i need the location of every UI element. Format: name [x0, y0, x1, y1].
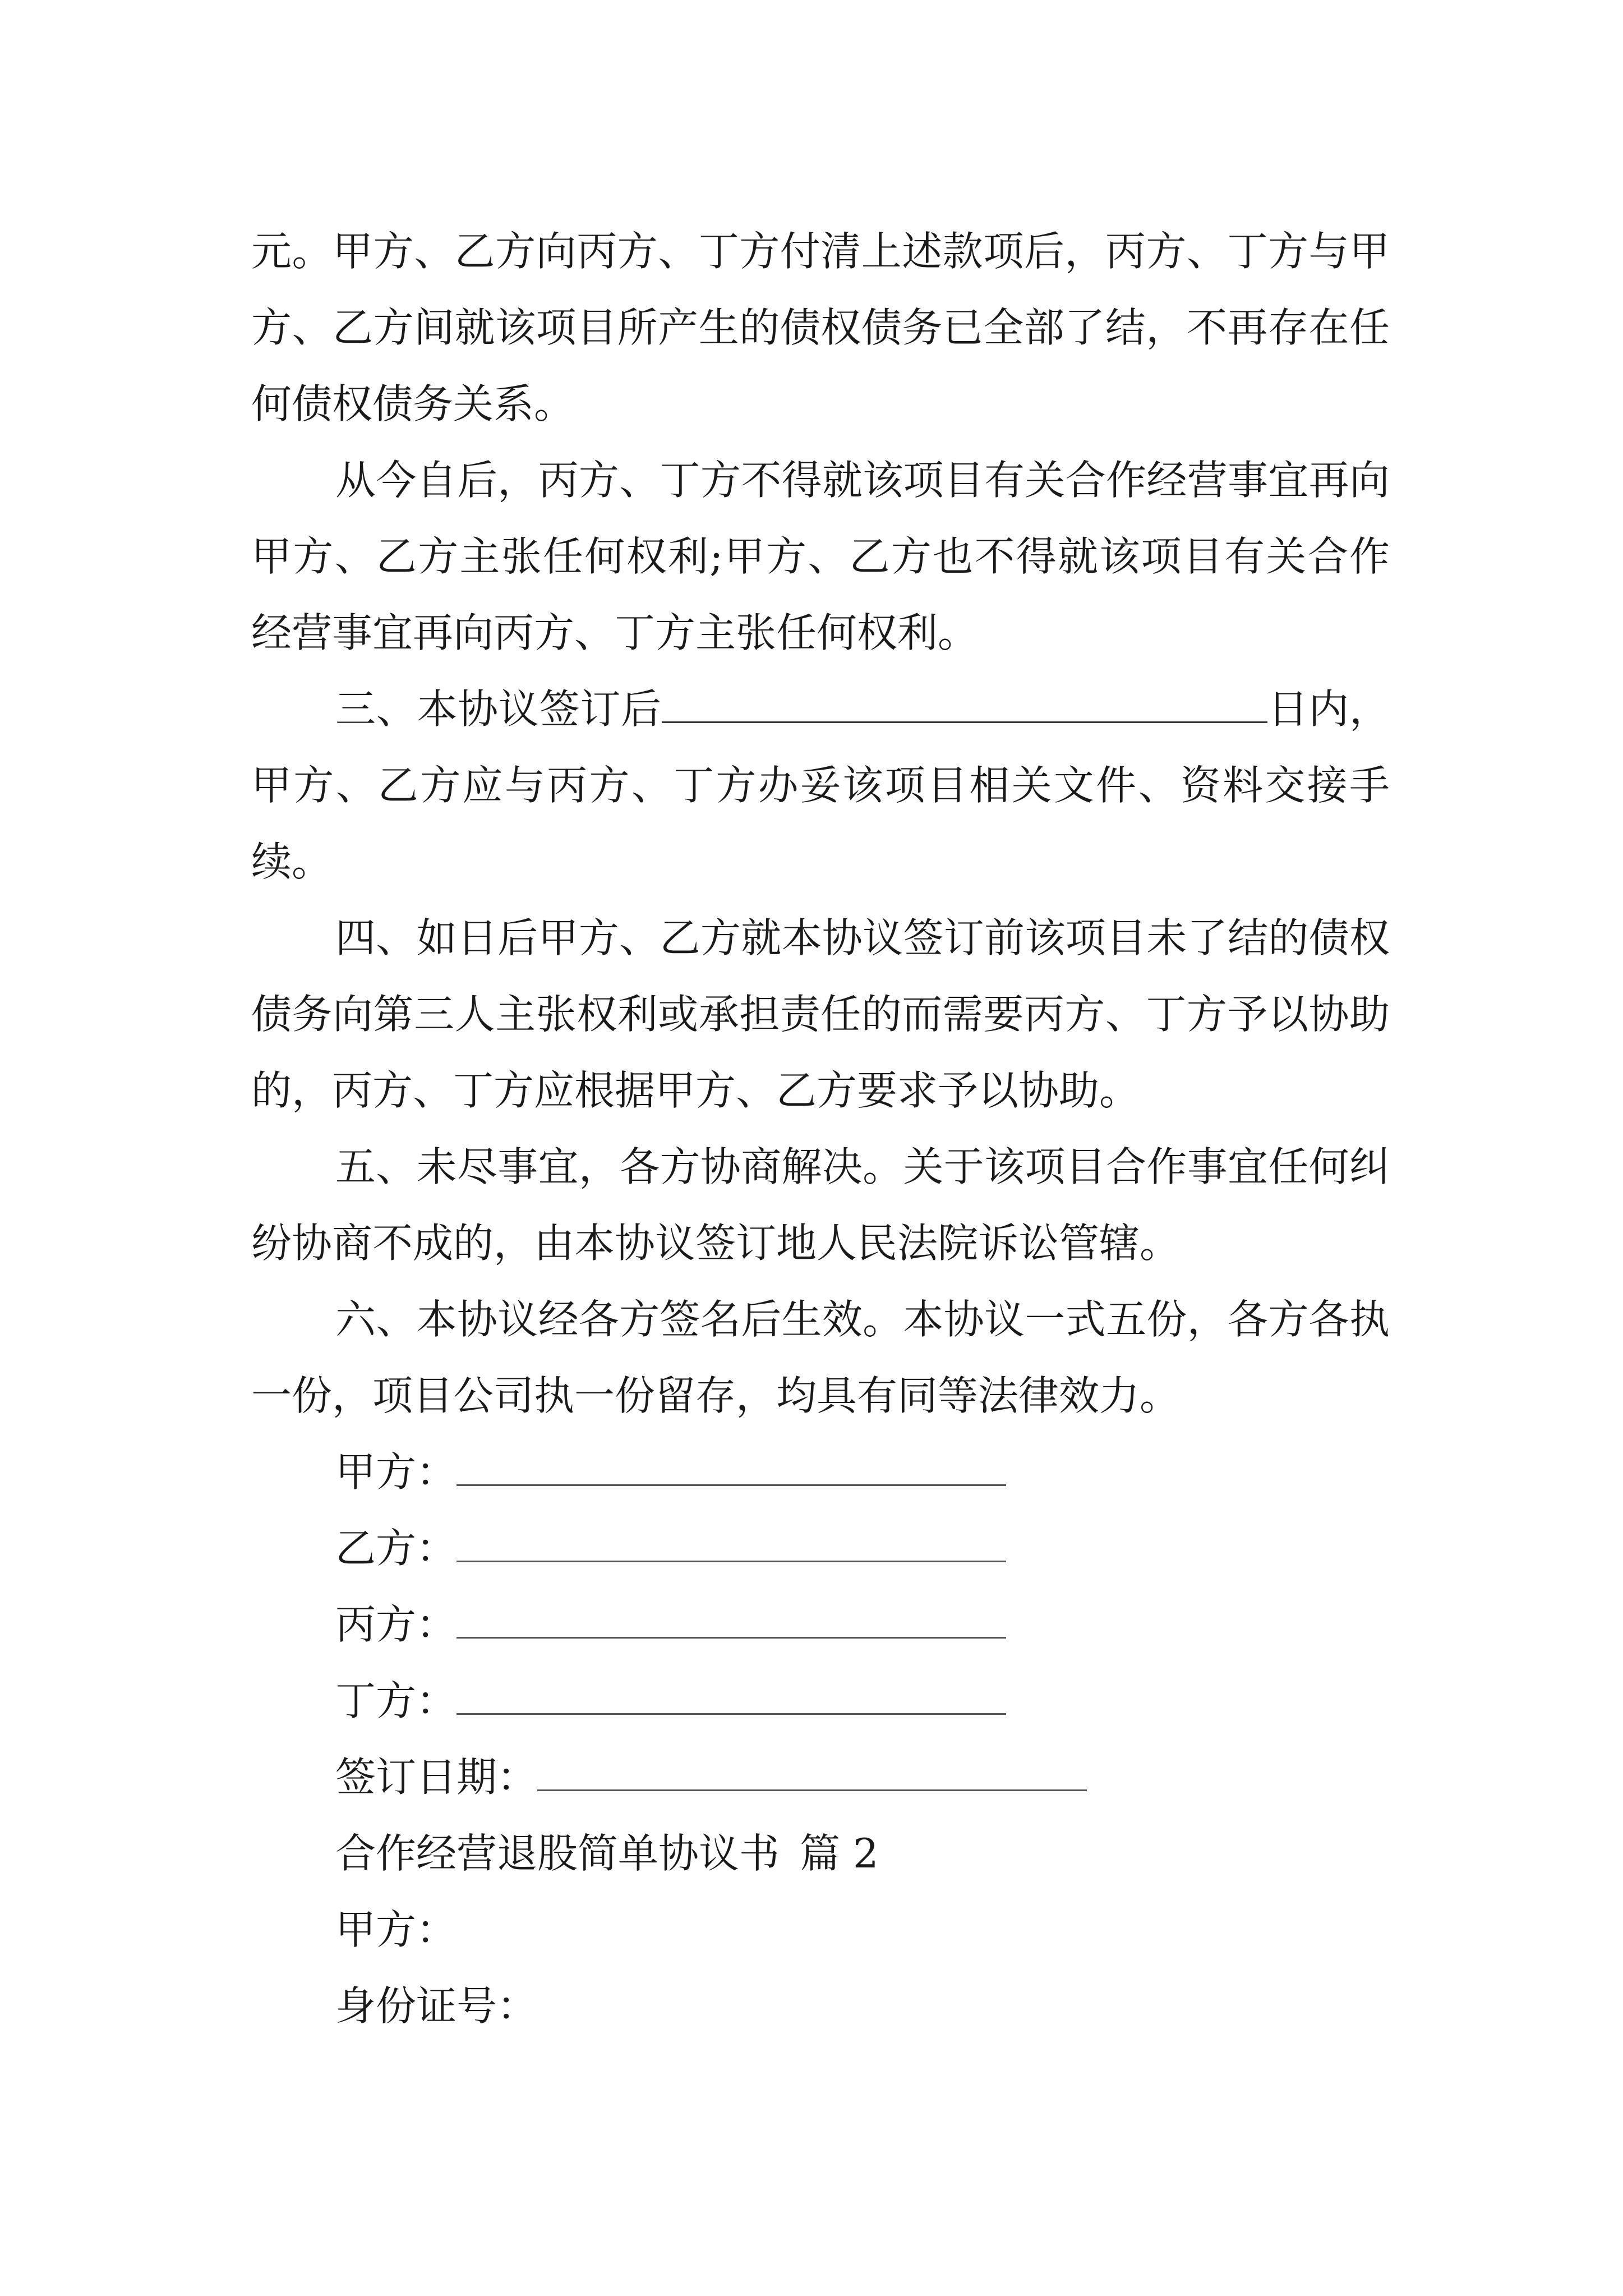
clause-3-rest: 日内，甲方、乙方应与丙方、丁方办妥该项目相关文件、资料交接手续。 [251, 685, 1390, 885]
signature-line [457, 1603, 1006, 1639]
signature-line [457, 1680, 1006, 1715]
paragraph-no-claims: 从今自后，丙方、丁方不得就该项目有关合作经营事宜再向甲方、乙方主张任何权利;甲方、乙方也不得就该项目有关合作经营事宜再向丙方、丁方主张任何权利。 [251, 457, 1390, 656]
signature-date [251, 1739, 1390, 1815]
section-2-number: 篇 2 [800, 1830, 879, 1877]
signature-label: 乙方： [335, 1525, 457, 1572]
signature-line [457, 1527, 1006, 1562]
signature-party-d [251, 1663, 1390, 1739]
clause-3-lead: 三、本协议签订后 [335, 685, 662, 733]
signature-line [537, 1756, 1087, 1791]
days-blank-line [662, 681, 1267, 723]
paragraph-clause-6: 六、本协议经各方签名后生效。本协议一式五份，各方各执一份，项目公司执一份留存，均具有同等法律效力。 [251, 1296, 1390, 1419]
signature-label: 甲方： [335, 1448, 457, 1496]
paragraph-clause-4: 四、如日后甲方、乙方就本协议签订前该项目未了结的债权债务向第三人主张权利或承担责任的而需要丙方、丁方予以协助的，丙方、丁方应根据甲方、乙方要求予以协助。 [251, 914, 1390, 1114]
signature-party-c [251, 1586, 1390, 1663]
signature-party-a [251, 1434, 1390, 1510]
signature-party-b [251, 1510, 1390, 1586]
paragraph-clause-3 [251, 671, 1390, 900]
signature-label: 签订日期： [335, 1754, 538, 1801]
signature-line [457, 1451, 1006, 1486]
paragraph-settlement: 元。甲方、乙方向丙方、丁方付清上述款项后，丙方、丁方与甲方、乙方间就该项目所产生的债权债务已全部了结，不再存在任何债权债务关系。 [251, 228, 1390, 427]
section-2-heading [251, 1815, 1390, 1892]
id-number-field: 身份证号： [335, 1982, 538, 2030]
section-2-title: 合作经营退股简单协议书 [335, 1830, 780, 1877]
party-a-field: 甲方： [335, 1906, 457, 1953]
document-body [251, 213, 1390, 2044]
signature-label: 丙方： [335, 1601, 457, 1648]
signature-label: 丁方： [335, 1677, 457, 1724]
paragraph-clause-5: 五、未尽事宜，各方协商解决。关于该项目合作事宜任何纠纷协商不成的，由本协议签订地人民法院诉讼管辖。 [251, 1143, 1390, 1267]
